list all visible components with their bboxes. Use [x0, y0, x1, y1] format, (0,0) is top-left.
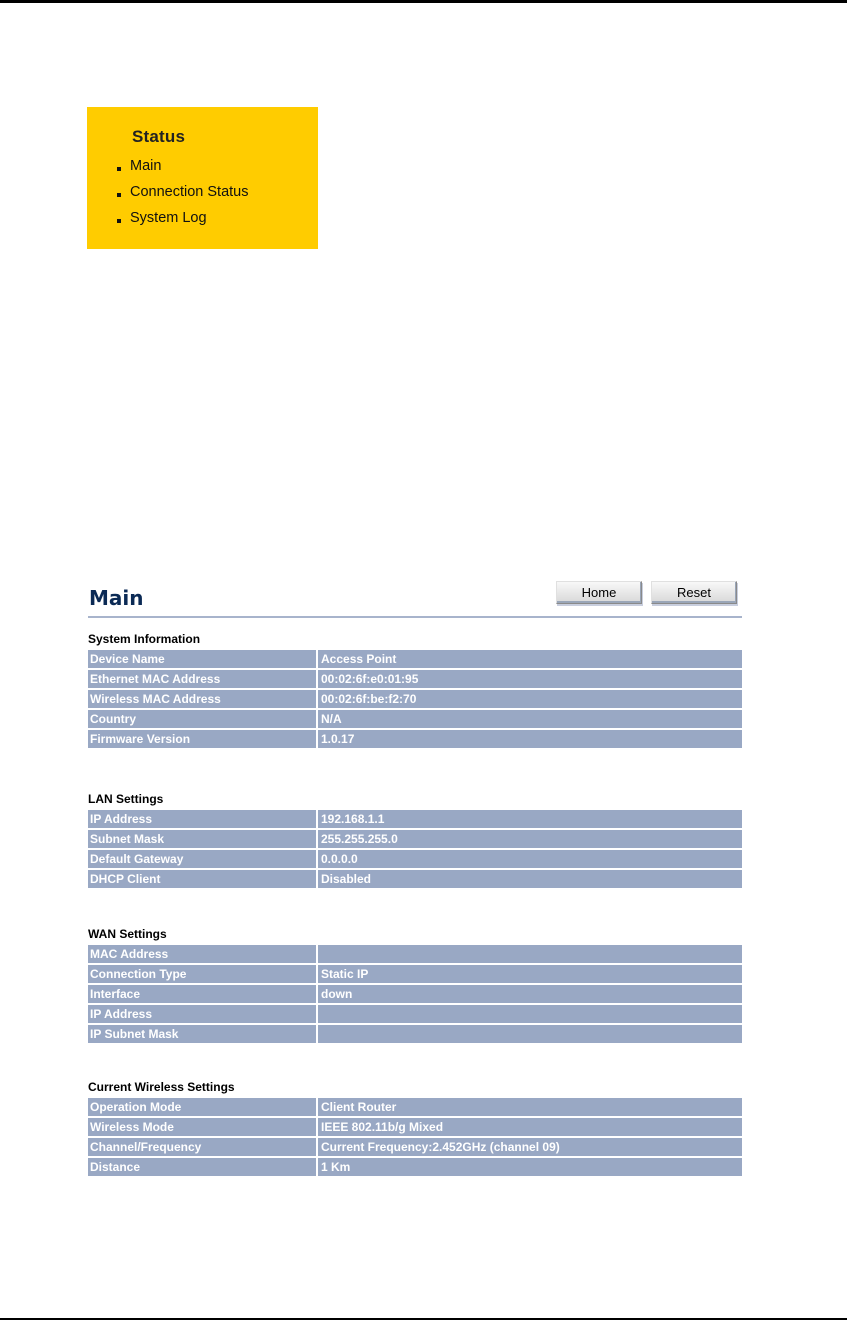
row-value: IEEE 802.11b/g Mixed — [316, 1118, 742, 1136]
status-menu-item-connection-status[interactable] — [115, 183, 249, 209]
table-row — [88, 1005, 742, 1023]
table-row — [88, 1098, 742, 1116]
table-row — [88, 945, 742, 963]
status-menu-item-main[interactable] — [115, 157, 249, 183]
table-row — [88, 830, 742, 848]
row-value: Static IP — [316, 965, 742, 983]
status-menu-title: Status — [132, 127, 186, 146]
table-row — [88, 1025, 742, 1043]
bullet-icon — [117, 193, 121, 197]
row-value: N/A — [316, 710, 742, 728]
status-menu-item-label: Main — [130, 158, 162, 174]
row-value: Access Point — [316, 650, 742, 668]
row-label: Firmware Version — [88, 730, 316, 748]
row-label: Ethernet MAC Address — [88, 670, 316, 688]
page-top-rule — [0, 0, 847, 3]
table-row — [88, 965, 742, 983]
row-label: IP Address — [88, 810, 316, 828]
info-table — [88, 648, 742, 750]
row-value: 1.0.17 — [316, 730, 742, 748]
table-row — [88, 1118, 742, 1136]
status-menu-list — [115, 157, 249, 235]
table-row — [88, 810, 742, 828]
row-value — [316, 1025, 742, 1043]
table-row — [88, 670, 742, 688]
section-title: Current Wireless Settings — [88, 1080, 235, 1094]
row-label: Wireless Mode — [88, 1118, 316, 1136]
table-row — [88, 1138, 742, 1156]
table-row — [88, 690, 742, 708]
info-section — [88, 630, 742, 750]
section-title: System Information — [88, 632, 201, 646]
info-section — [88, 925, 742, 1045]
table-row — [88, 985, 742, 1003]
row-label: IP Address — [88, 1005, 316, 1023]
info-section — [88, 1078, 742, 1178]
row-label: Default Gateway — [88, 850, 316, 868]
row-label: Channel/Frequency — [88, 1138, 316, 1156]
status-menu-item-system-log[interactable] — [115, 209, 249, 235]
row-value: Disabled — [316, 870, 742, 888]
section-title: WAN Settings — [88, 927, 167, 941]
title-divider — [88, 616, 742, 618]
row-label: IP Subnet Mask — [88, 1025, 316, 1043]
table-row — [88, 850, 742, 868]
row-value: 255.255.255.0 — [316, 830, 742, 848]
reset-button[interactable]: Reset — [651, 581, 737, 604]
row-label: Operation Mode — [88, 1098, 316, 1116]
row-label: DHCP Client — [88, 870, 316, 888]
status-menu-item-label: System Log — [130, 210, 207, 226]
row-label: Wireless MAC Address — [88, 690, 316, 708]
row-value — [316, 1005, 742, 1023]
home-button[interactable]: Home — [556, 581, 642, 604]
row-value: Client Router — [316, 1098, 742, 1116]
row-value: 0.0.0.0 — [316, 850, 742, 868]
page-title: Main — [89, 586, 144, 610]
table-row — [88, 650, 742, 668]
row-value — [316, 945, 742, 963]
row-label: Connection Type — [88, 965, 316, 983]
table-row — [88, 1158, 742, 1176]
info-section — [88, 790, 742, 890]
row-label: Country — [88, 710, 316, 728]
row-label: Distance — [88, 1158, 316, 1176]
info-table — [88, 1096, 742, 1178]
table-row — [88, 730, 742, 748]
status-menu — [87, 107, 318, 249]
table-row — [88, 870, 742, 888]
row-label: Device Name — [88, 650, 316, 668]
row-value: 00:02:6f:e0:01:95 — [316, 670, 742, 688]
row-value: Current Frequency:2.452GHz (channel 09) — [316, 1138, 742, 1156]
row-value: 00:02:6f:be:f2:70 — [316, 690, 742, 708]
info-table — [88, 943, 742, 1045]
bullet-icon — [117, 167, 121, 171]
row-value: down — [316, 985, 742, 1003]
row-label: MAC Address — [88, 945, 316, 963]
row-value: 1 Km — [316, 1158, 742, 1176]
info-table — [88, 808, 742, 890]
row-label: Interface — [88, 985, 316, 1003]
section-title: LAN Settings — [88, 792, 164, 806]
row-label: Subnet Mask — [88, 830, 316, 848]
row-value: 192.168.1.1 — [316, 810, 742, 828]
bullet-icon — [117, 219, 121, 223]
page-bottom-rule — [0, 1318, 847, 1320]
table-row — [88, 710, 742, 728]
status-menu-item-label: Connection Status — [130, 184, 249, 200]
